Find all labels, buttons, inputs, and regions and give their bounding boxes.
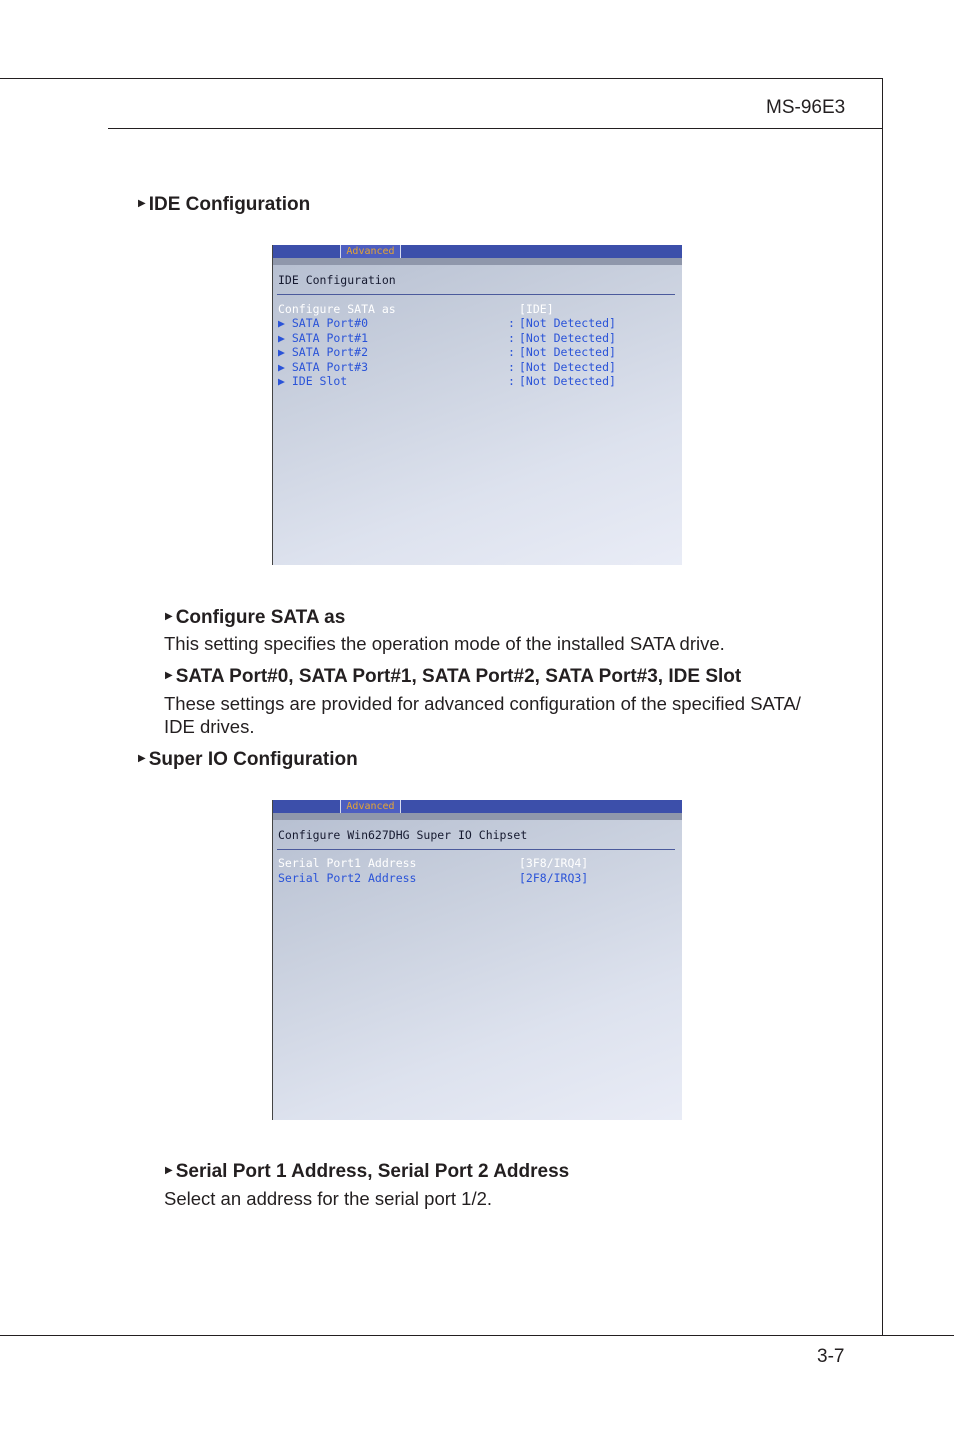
bios-row-label: Serial Port2 Address bbox=[278, 871, 417, 885]
page-number: 3-7 bbox=[817, 1346, 845, 1367]
bios-row-label: ▶ SATA Port#2 bbox=[278, 345, 369, 359]
bios-row-colon: : bbox=[508, 374, 515, 388]
heading-text: Configure SATA as bbox=[175, 607, 346, 628]
ide-bios-screenshot bbox=[272, 245, 682, 565]
bios-row-value: [Not Detected] bbox=[519, 374, 616, 388]
serial-port-address-description: Select an address for the serial port 1/2. bbox=[164, 1188, 493, 1209]
heading-text: Serial Port 1 Address, Serial Port 2 Address bbox=[175, 1161, 570, 1182]
bios-row-value: [IDE] bbox=[519, 302, 554, 316]
bios-row-serial-port1[interactable] bbox=[278, 856, 678, 870]
bios-row-label: Serial Port1 Address bbox=[278, 856, 417, 870]
bios-screen-title: IDE Configuration bbox=[278, 273, 396, 287]
bios-row-sata-port3[interactable] bbox=[278, 360, 678, 374]
bios-row-colon: : bbox=[508, 331, 515, 345]
bios-row-label: ▶ SATA Port#1 bbox=[278, 331, 369, 345]
triangle-bullet-icon: ▶ bbox=[165, 670, 173, 681]
bios-row-label: ▶ IDE Slot bbox=[278, 374, 348, 388]
triangle-bullet-icon: ▶ bbox=[165, 611, 173, 622]
bios-row-sata-port1[interactable] bbox=[278, 331, 678, 345]
super-io-configuration-heading bbox=[138, 749, 358, 771]
bios-row-label: ▶ SATA Port#0 bbox=[278, 316, 369, 330]
triangle-bullet-icon: ▶ bbox=[165, 1165, 173, 1176]
bios-title-separator bbox=[277, 849, 675, 850]
bios-row-colon: : bbox=[508, 316, 515, 330]
bios-row-label: Configure SATA as bbox=[278, 302, 396, 316]
bios-row-value: [3F8/IRQ4] bbox=[519, 856, 589, 870]
bios-row-ide-slot[interactable] bbox=[278, 374, 678, 388]
triangle-bullet-icon: ▶ bbox=[138, 198, 146, 209]
sata-ports-heading bbox=[165, 666, 741, 688]
configure-sata-description: This setting specifies the operation mode of the installed SATA drive. bbox=[164, 633, 725, 654]
bios-row-label: ▶ SATA Port#3 bbox=[278, 360, 369, 374]
bios-row-sata-port0[interactable] bbox=[278, 316, 678, 330]
bios-menu-bar bbox=[273, 800, 682, 813]
right-border-line bbox=[882, 78, 883, 1336]
bios-row-sata-port2[interactable] bbox=[278, 345, 678, 359]
heading-text: Super IO Configuration bbox=[148, 749, 358, 770]
configure-sata-heading bbox=[165, 607, 345, 629]
heading-text: SATA Port#0, SATA Port#1, SATA Port#2, SATA Port#3, IDE Slot bbox=[175, 666, 742, 687]
bios-menu-bar bbox=[273, 245, 682, 258]
bios-tab-advanced[interactable]: Advanced bbox=[340, 800, 401, 813]
heading-text: IDE Configuration bbox=[148, 194, 311, 215]
bios-sub-bar bbox=[273, 258, 682, 265]
bios-row-value: [Not Detected] bbox=[519, 331, 616, 345]
bios-screen-title: Configure Win627DHG Super IO Chipset bbox=[278, 828, 528, 842]
triangle-bullet-icon: ▶ bbox=[138, 753, 146, 764]
bottom-border-line bbox=[0, 1335, 954, 1336]
bios-row-value: [Not Detected] bbox=[519, 345, 616, 359]
bios-row-colon: : bbox=[508, 360, 515, 374]
bios-sub-bar bbox=[273, 813, 682, 820]
bios-row-serial-port2[interactable] bbox=[278, 871, 678, 885]
header-rule bbox=[108, 128, 883, 129]
serial-port-address-heading bbox=[165, 1161, 569, 1183]
superio-bios-screenshot bbox=[272, 800, 682, 1120]
bios-row-value: [2F8/IRQ3] bbox=[519, 871, 589, 885]
bios-row-configure-sata[interactable] bbox=[278, 302, 678, 316]
bios-title-separator bbox=[277, 294, 675, 295]
top-border-line bbox=[0, 78, 883, 79]
bios-row-colon: : bbox=[508, 345, 515, 359]
sata-ports-description: These settings are provided for advanced configuration of the specified SATA/ IDE drives. bbox=[164, 693, 801, 737]
bios-row-value: [Not Detected] bbox=[519, 316, 616, 330]
ide-configuration-heading bbox=[138, 194, 310, 216]
bios-row-value: [Not Detected] bbox=[519, 360, 616, 374]
model-label: MS-96E3 bbox=[766, 97, 846, 118]
bios-tab-advanced[interactable]: Advanced bbox=[340, 245, 401, 258]
